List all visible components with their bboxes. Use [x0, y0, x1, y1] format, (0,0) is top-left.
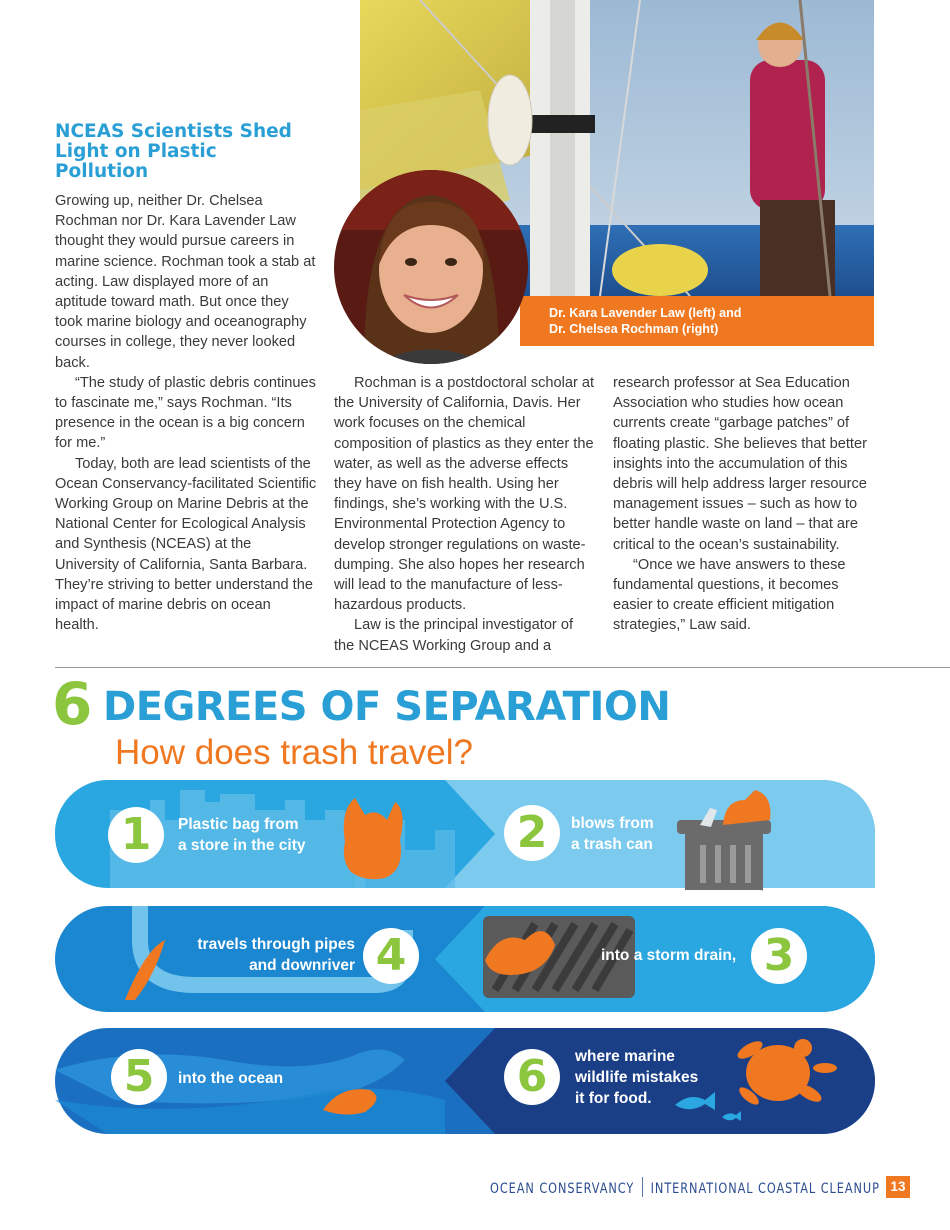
footer-program: INTERNATIONAL COASTAL CLEANUP — [650, 1181, 880, 1197]
footer-separator — [642, 1177, 643, 1197]
step-2-line: a trash can — [571, 836, 653, 853]
paragraph: research professor at Sea Education Association who studies how ocean currents create “garbage patches” of floating plastic. She believes that better insights into the accumulation of this debris will help address larger resource management issues – such as how to better handle waste on land – that are critical to the ocean’s sustainability. — [613, 375, 867, 553]
portrait-photo — [334, 170, 528, 364]
step-5-text: into the ocean — [178, 1070, 284, 1087]
step-6-line: wildlife mistakes — [575, 1069, 699, 1086]
paragraph: “The study of plastic debris continues to fascinate me,” says Rochman. “Its presence in the ocean is a big concern for me.” — [55, 374, 316, 452]
article-column-2 — [334, 373, 596, 656]
trash-travel-infographic — [55, 780, 875, 1135]
section-divider — [55, 667, 950, 668]
paragraph: “Once we have answers to these fundamental questions, it becomes easier to create efficient mitigation strategies,” Law said. — [613, 556, 846, 634]
step-4-line: and downriver — [249, 957, 355, 974]
headline-number: 6 — [52, 670, 91, 738]
paragraph: Today, both are lead scientists of the Ocean Conservancy-facilitated Scientific Working Group on Marine Debris at the National Center for Ecological Analysis and Synthesis (NCEAS) at the University of California, Santa Barbara. They’re striving to better understand the impact of marine debris on ocean health. — [55, 455, 317, 634]
caption-line: Dr. Chelsea Rochman (right) — [549, 322, 719, 336]
article-column-3 — [613, 373, 875, 636]
step-4-text — [155, 934, 355, 976]
step-4-number: 4 — [363, 928, 419, 984]
step-1-number: 1 — [108, 807, 164, 863]
step-2-number: 2 — [504, 805, 560, 861]
caption-line: Dr. Kara Lavender Law (left) and — [549, 306, 742, 320]
footer — [490, 1177, 880, 1197]
step-2-line: blows from — [571, 815, 654, 832]
step-1-line: Plastic bag from — [178, 816, 299, 833]
page-number: 13 — [886, 1176, 910, 1198]
step-6-number: 6 — [504, 1049, 560, 1105]
infographic-subhead: How does trash travel? — [115, 733, 473, 772]
footer-org: OCEAN CONSERVANCY — [490, 1181, 635, 1197]
step-5-number: 5 — [111, 1049, 167, 1105]
infographic-headline: DEGREES OF SEPARATION — [103, 684, 671, 730]
step-6-line: it for food. — [575, 1090, 652, 1107]
step-3-number: 3 — [751, 928, 807, 984]
article-title: NCEAS Scientists Shed Light on Plastic Pollution — [55, 121, 292, 182]
paragraph: Law is the principal investigator of the NCEAS Working Group and a — [334, 617, 574, 654]
photo-caption — [520, 296, 874, 346]
step-3-text: into a storm drain, — [601, 947, 737, 964]
step-2-text — [571, 813, 654, 855]
paragraph: Growing up, neither Dr. Chelsea Rochman nor Dr. Kara Lavender Law thought they would pursue careers in marine science. Rochman took a stab at acting. Law displayed more of an aptitude toward math. But once they took marine biology and oceanography courses in college, they never looked back. — [55, 193, 316, 371]
step-6-text — [575, 1046, 698, 1109]
article-column-1 — [55, 191, 317, 635]
step-4-line: travels through pipes — [197, 936, 355, 953]
step-1-line: a store in the city — [178, 837, 306, 854]
paragraph: Rochman is a postdoctoral scholar at the University of California, Davis. Her work focuses on the chemical composition of plastics as they enter the water, as well as the adverse effects they have on fish health. Using her findings, she’s working with the U.S. Environmental Protection Agency to develop stronger regulations on waste-dumping. She also hopes her research will lead to the manufacture of less-hazardous products. — [334, 375, 595, 614]
step-1-text — [178, 814, 305, 856]
trash-can-icon — [685, 832, 763, 892]
step-6-line: where marine — [575, 1048, 675, 1065]
